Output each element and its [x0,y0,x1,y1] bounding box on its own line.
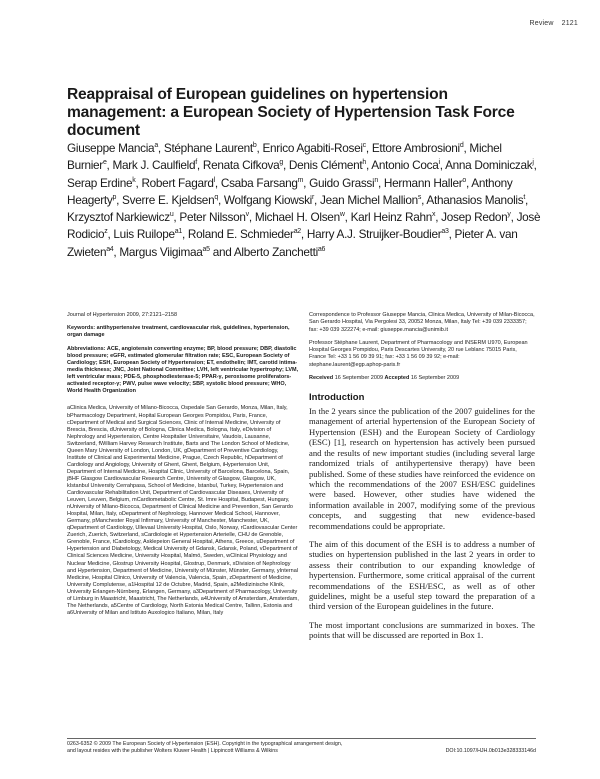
author-name: Karl Heinz Rahn [350,210,432,225]
affiliation-marker: a5 [202,245,210,253]
author-name: Margus Viigimaa [119,244,203,259]
author [221,176,303,190]
author [67,141,158,155]
author-name: Giuseppe Mancia [67,141,155,155]
author [119,245,209,259]
running-head-section: Review [529,20,554,27]
affiliation-marker: a [154,142,158,149]
affiliation-marker: y [507,211,511,219]
publisher-line: and layout resides with the publisher Wolters Kluwer Health | Lippincott Williams & Wilkins [67,748,278,754]
affiliation-marker: x [431,211,436,219]
received-date: 16 September 2009 [334,375,384,382]
doi: DOI:10.1097/HJH.0b013e328333146d [445,748,536,754]
author [224,193,314,207]
affiliation-marker: b [252,142,257,149]
keywords-label: Keywords: [67,325,96,332]
author-name: Krzysztof Narkiewicz [67,210,170,225]
author [122,193,218,207]
affiliation-marker: v [245,211,249,219]
author-name: Pieter A. van Zwieten [67,227,518,259]
affiliation-marker: r [312,193,315,201]
author-name: Luis Ruilope [113,227,175,242]
affiliation-marker: q [214,193,218,201]
author [67,210,173,224]
copyright-line: 0263-6352 © 2009 The European Society of Hypertension (ESH). Copyright in the typographical arrangement design, [67,741,343,747]
affiliation-marker: e [102,159,107,167]
running-head [529,20,578,27]
author-name: Athanasios Manolis [426,192,524,207]
paper-title: Reappraisal of European guidelines on hypertension management: a European Society of Hypertension Task Force document [67,86,515,139]
page-footer [67,741,536,755]
affiliation-marker: w [339,211,345,219]
abbreviations-label: Abbreviations: [67,346,106,353]
author-name: Josè Rodicio [67,210,541,242]
author [141,176,214,190]
author-name: Peter Nilsson [179,210,246,225]
section-heading-introduction: Introduction [309,392,365,404]
affiliation-marker: m [297,176,304,184]
affiliation-marker: l [213,176,215,184]
author-name: Michel Burnier [67,141,502,173]
author-name: Josep Redon [441,210,508,225]
author-name: Hermann Haller [383,175,463,190]
affiliation-marker: f [195,159,197,167]
author-name: Anna Dominiczak [445,158,533,173]
author [188,227,301,241]
affiliation-marker: a1 [174,228,182,236]
author-name: Sverre E. Kjeldsen [122,192,215,207]
accepted-label: Accepted [384,375,410,382]
affiliation-marker: a3 [441,228,449,236]
affiliation-marker: a4 [106,245,114,253]
author [289,158,366,172]
affiliation-marker: p [112,193,117,201]
keywords-block [67,325,299,339]
affiliation-marker: h [362,159,366,167]
author [426,193,525,207]
correspondence-laurent: Professor Stéphane Laurent, Department of Pharmacology and INSERM U970, European Hospital Georges Pompidou, Paris Descartes University, 20 rue Leblanc 75015 Paris, France Tel: +33 1 56 09 39 91; fax: +33 1 56 09 39 92; e-mail: stephane.laurent@egp.aphop-paris.fr [309,339,528,368]
page-number: 2121 [561,20,578,27]
author-name: Serap Erdine [67,175,133,190]
affiliation-marker: a6 [317,245,326,253]
author: and Alberto Zanchetti$^{a6}$ [212,244,326,259]
correspondence-mancia: Correspondence to Professor Giuseppe Mancia, Clinica Medica, University of Milan-Bicocca, San Gerardo Hospital, Via Pergolesi 33, 20052 Monza, Milan, Italy Tel: +39 039 2333357; fax: +39 039 322274; e-mail: giuseppe.mancia@unimib.it [309,312,535,333]
author [203,158,283,172]
abbreviations-block [67,346,299,395]
author [307,227,449,241]
author [179,210,248,224]
author [445,158,534,172]
author-name: Ettore Ambrosioni [371,141,460,155]
author-name: Anthony Heagerty [67,175,513,207]
affiliation-marker: i [438,159,440,167]
intro-paragraph: The aim of this document of the ESH is to address a number of studies on hypertension published in the last 2 years in order to assess their contribution to our expanding knowledge of hypertension. Furthermore, some critical appraisal of the current recommendations of the ESH/ESC, as well as of other guidelines, might be a useful step toward the preparation of a third version of the European guidelines in the future. [309,538,535,612]
affiliation-marker: c [362,142,366,149]
affiliation-marker: o [462,176,466,184]
affiliation-marker: k [132,176,136,184]
author [372,141,464,155]
author-name: Mark J. Caulfield [112,158,196,173]
author [113,227,182,241]
author-name: Wolfgang Kiowski [223,192,312,207]
front-matter-right [309,312,535,649]
author-name: Harry A.J. Struijker-Boudier [306,227,442,242]
author-name: Roland E. Schmieder [187,227,294,242]
author [309,176,378,190]
author [320,193,421,207]
author [113,158,197,172]
author [255,210,345,224]
affiliation-marker: u [169,211,174,219]
author-name: Jean Michel Mallion [320,192,418,207]
author [67,176,135,190]
author-name: Robert Fagard [141,175,214,190]
author [164,141,257,155]
intro-paragraph: In the 2 years since the publication of the 2007 guidelines for the management of arterial hypertension of the European Society of Hypertension (ESH) and the European Society of Cardiology (ESC) [1], research on hypertension has actively been pursued and the results of new important studies (including several large randomized trials of antihypertensive therapy) have been published. Some of these studies have reinforced the evidence on which the recommendations of the 2007 ESH/ESC guidelines were based. However, other studies have widened the information available in 2007, modifying some of the previous concepts, and suggesting that new evidence-based recommendations could be appropriate. [309,406,535,531]
affiliation-marker: z [104,228,108,236]
author-name: Guido Grassi [309,175,375,190]
author-name: Denis Clément [288,158,363,173]
author-name: Enrico Agabiti-Rosei [262,141,363,155]
affiliation-marker: s [417,193,422,201]
front-matter-left [67,312,299,617]
author-name: Alberto Zanchetti [233,244,318,259]
author [371,158,440,172]
footer-divider [67,738,536,739]
author [262,141,365,155]
author [351,210,436,224]
affiliation-marker: d [459,142,464,149]
author-name: Stéphane Laurent [163,141,253,155]
accepted-date: 16 September 2009 [410,375,460,382]
author-name: Csaba Farsang [220,175,298,190]
affiliations: aClinica Medica, University of Milano-Bicocca, Ospedale San Gerardo, Monza, Milan, Italy, bPharmacology Department, Hopital European Georges Pompidou, Paris, France, cDepartment of Medical and Surgical Sciences, Clinic of Internal Medicine, University of Brescia, Brescia, dUniversity of Bologna, Clinica Medica, Bologna, Italy, eDivision of Nephrology and Hypertension, Centre Hospitalier Universitaire, Vaudois, Lausanne, Switzerland, fWilliam Harvey Research Institute, Barts and The London School of Medicine, Queen Mary University of London, London, UK, gDepartment of Preventive Cardiology, Institute of Clinical and Experimental Medicine, Prague, Czech Republic, hDepartment of Cardiology and Angiology, University of Ghent, Ghent, Belgium, iHypertension Unit, Department of Internal Medicine, Hospital Clinic, University of Barcelona, Barcelona, Spain, jBHF Glasgow Cardiovascular Research Centre, University of Glasgow, Glasgow, UK, kIstanbul University Cerrahpasa, School of Medicine, Istanbul, Turkey, lHypertension and Cardiovascular Rehabilitation Unit, Department of Cardiovascular Diseases, University of Leuven, Leuven, Belgium, mCardiometabolic Centre, St. Imre Hospital, Budapest, Hungary, nUniversity of Milano-Bicocca, Department of Clinical Medicine and Prevention, San Gerardo Hospital, Milan, Italy, oDepartment of Nephrology, Hannover Medical School, Hannover, Germany, pManchester Royal Infirmary, University of Manchester, Manchester, UK, qDepartment of Cardiology, Ullevaal University Hospital, Oslo, Norway, rCardiovascular Center Zuerich, Zuerich, Switzerland, sCardiologie et Hypertension Arterielle, CHU de Grenoble, Grenoble, France, tCardiology, Asklepeion General Hospital, Athens, Greece, uDepartment of Hypertension and Diabetology, Medical University of Gdansk, Gdansk, Poland, vDepartment of Clinical Sciences Medicine, University Hospital, Malmö, Sweden, wClinical Physiology and Nuclear Medicine, Glostrup University Hospital, Glostrup, Denmark, xDivision of Nephrology and Hypertension, Department of Medicine, University of Münster, Münster, Germany, yInternal Medicine, Hospital Clinico, University of Valencia, Valencia, Spain, zDepartment of Medicine, University Complutense, a1Hospital 12 de Octubre, Madrid, Spain, a2Medizinische Klinik, University Erlangen-Nürnberg, Erlangen, Germany, a3Department of Pharmacology, University of Limburg in Maastricht, Maastricht, The Netherlands, a4University of Amsterdam, Amsterdam, The Netherlands, a5Centre of Cardiology, North Estonia Medical Centre, Tallinn, Estonia and a6University of Milan and Istituto Auxologico Italiano, Milan, Italy [67,405,299,616]
author [384,176,466,190]
received-accepted [309,375,535,382]
affiliation-marker: n [374,176,378,184]
intro-paragraph: The most important conclusions are summarized in boxes. The points that will be discussed are reported in Box 1. [309,619,535,641]
keywords-text: antihypertensive treatment, cardiovascular risk, guidelines, hypertension, organ damage [67,325,290,339]
journal-citation: Journal of Hypertension 2009, 27:2121–2158 [67,312,178,318]
affiliation-marker: g [279,159,283,167]
affiliation-marker: j [532,159,534,167]
received-label: Received [309,375,334,382]
author-name: Antonio Coca [371,158,439,173]
affiliation-marker: t [523,193,525,201]
affiliation-marker: a2 [293,228,301,236]
author-list: Giuseppe Mancia$^a$, Stéphane Laurent$^b$, Enrico Agabiti-Rosei$^c$, Ettore Ambrosioni$^d$, Michel Burnier$^e$, Mark J. Caulfield$^f$, Renata Cifkova$^g$, Denis Clément$^h$, Antonio Coca$^i$, Anna Dominiczak$^j$, Serap Erdine$^k$, Robert Fagard$^l$, Csaba Farsang$^m$, Guido Grassi$^n$, Hermann Haller$^o$, Anthony Heagerty$^p$, Sverre E. Kjeldsen$^q$, Wolfgang Kiowski$^r$, Jean Michel Mallion$^s$, Athanasios Manolis$^t$, Krzysztof Narkiewicz$^u$, Peter Nilsson$^v$, Michael H. Olsen$^w$, Karl Heinz Rahn$^x$, Josep Redon$^y$, Josè Rodicio$^z$, Luis Ruilope$^{a1}$, Roland E. Schmieder$^{a2}$, Harry A.J. Struijker-Boudier$^{a3}$, Pieter A. van Zwieten$^{a4}$, Margus Viigimaa$^{a5}$ and Alberto Zanchetti$^{a6}$ [67,141,541,259]
author-name: Michael H. Olsen [254,210,340,225]
author [441,210,510,224]
abbreviations-text: ACE, angiotensin converting enzyme; BP, blood pressure; DBP, diastolic blood pressure; eGFR, estimated glomerular filtration rate; ESC, European Society of Cardiology; ESH, European Society of Hypertension; ET, endothelin; IMT, carotid intima-media thickness; JNC, Joint National Committee; LVH, left ventricular hypertrophy; LVM, left ventricular mass; PDE-5, phosphodiesterase-5; PPAR-γ, peroxisome proliferators-activated receptor-γ; PWV, pulse wave velocity; SBP, systolic blood pressure; WHO, World Health Organization [67,346,299,395]
author-name: Renata Cifkova [202,158,280,173]
